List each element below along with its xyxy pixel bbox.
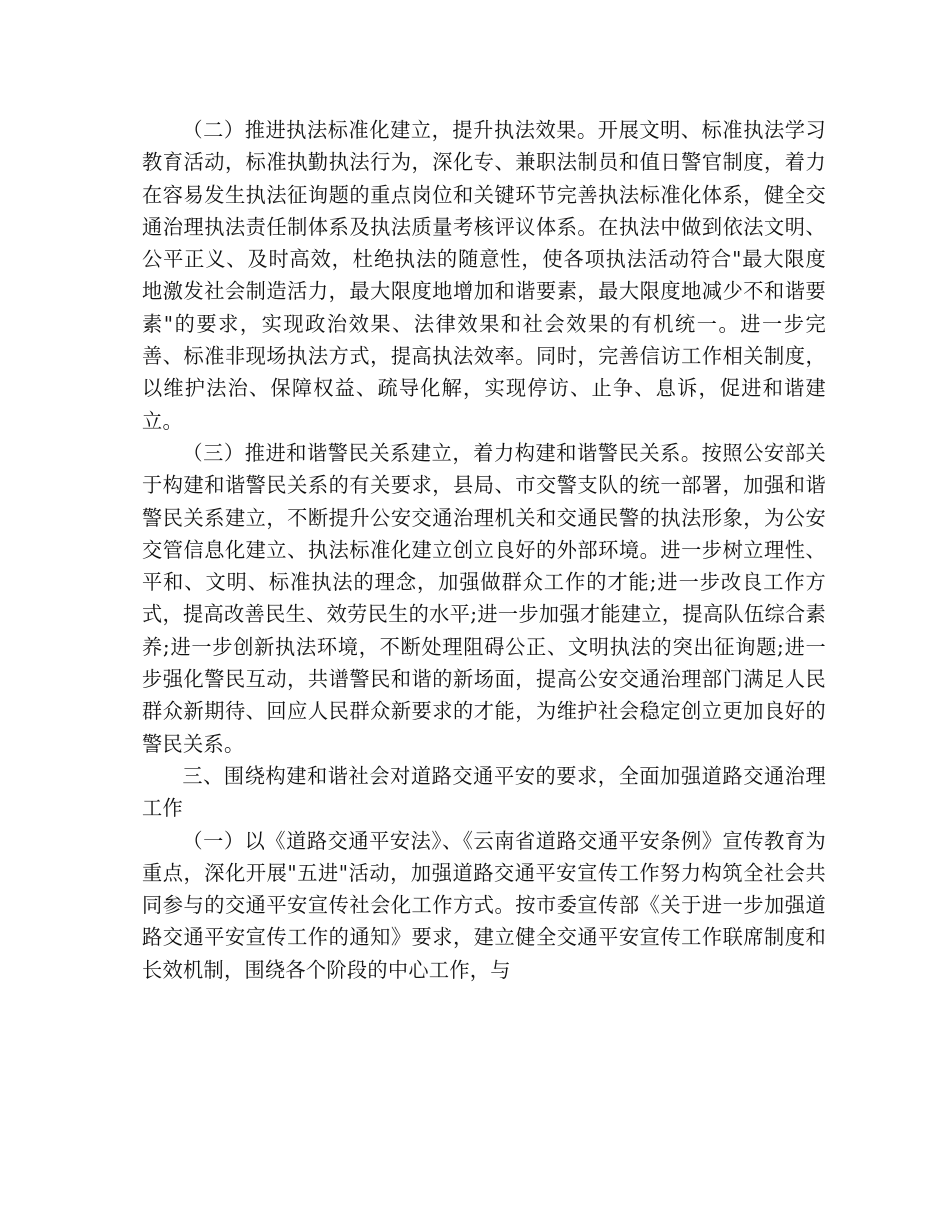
- section-heading-road-traffic-safety: 三、围绕构建和谐社会对道路交通平安的要求，全面加强道路交通治理工作: [142, 763, 826, 821]
- paragraph-safety-publicity: （一）以《道路交通平安法》、《云南省道路交通平安条例》宣传教育为重点，深化开展"五进"活动，加强道路交通平安宣传工作努力构筑全社会共同参与的交通平安宣传社会化工作方式。按市委宣传部《关于进一步加强道路交通平安宣传工作的通知》要求，建立健全交通平安宣传工作联席制度和长效机制，围绕各个阶段的中心工作，与: [142, 828, 826, 982]
- paragraph-standardized-enforcement: （二）推进执法标准化建立，提升执法效果。开展文明、标准执法学习教育活动，标准执勤执法行为，深化专、兼职法制员和值日警官制度，着力在容易发生执法征询题的重点岗位和关键环节完善执法标准化体系，健全交通治理执法责任制体系及执法质量考核评议体系。在执法中做到依法文明、公平正义、及时高效，杜绝执法的随意性，使各项执法活动符合"最大限度地激发社会制造活力，最大限度地增加和谐要素，最大限度地减少不和谐要素"的要求，实现政治效果、法律效果和社会效果的有机统一。进一步完善、标准非现场执法方式，提高执法效率。同时，完善信访工作相关制度，以维护法治、保障权益、疏导化解，实现停访、止争、息诉，促进和谐建立。: [142, 118, 826, 433]
- paragraph-police-community-relations: （三）推进和谐警民关系建立，着力构建和谐警民关系。按照公安部关于构建和谐警民关系的有关要求，县局、市交警支队的统一部署，加强和谐警民关系建立，不断提升公安交通治理机关和交通民警的执法形象，为公安交管信息化建立、执法标准化建立创立良好的外部环境。进一步树立理性、平和、文明、标准执法的理念，加强做群众工作的才能;进一步改良工作方式，提高改善民生、效劳民生的水平;进一步加强才能建立，提高队伍综合素养;进一步创新执法环境，不断处理阻碍公正、文明执法的突出征询题;进一步强化警民互动，共谱警民和谐的新场面，提高公安交通治理部门满足人民群众新期待、回应人民群众新要求的才能，为维护社会稳定创立更加良好的警民关系。: [142, 440, 826, 756]
- document-page: [142, 114, 826, 986]
